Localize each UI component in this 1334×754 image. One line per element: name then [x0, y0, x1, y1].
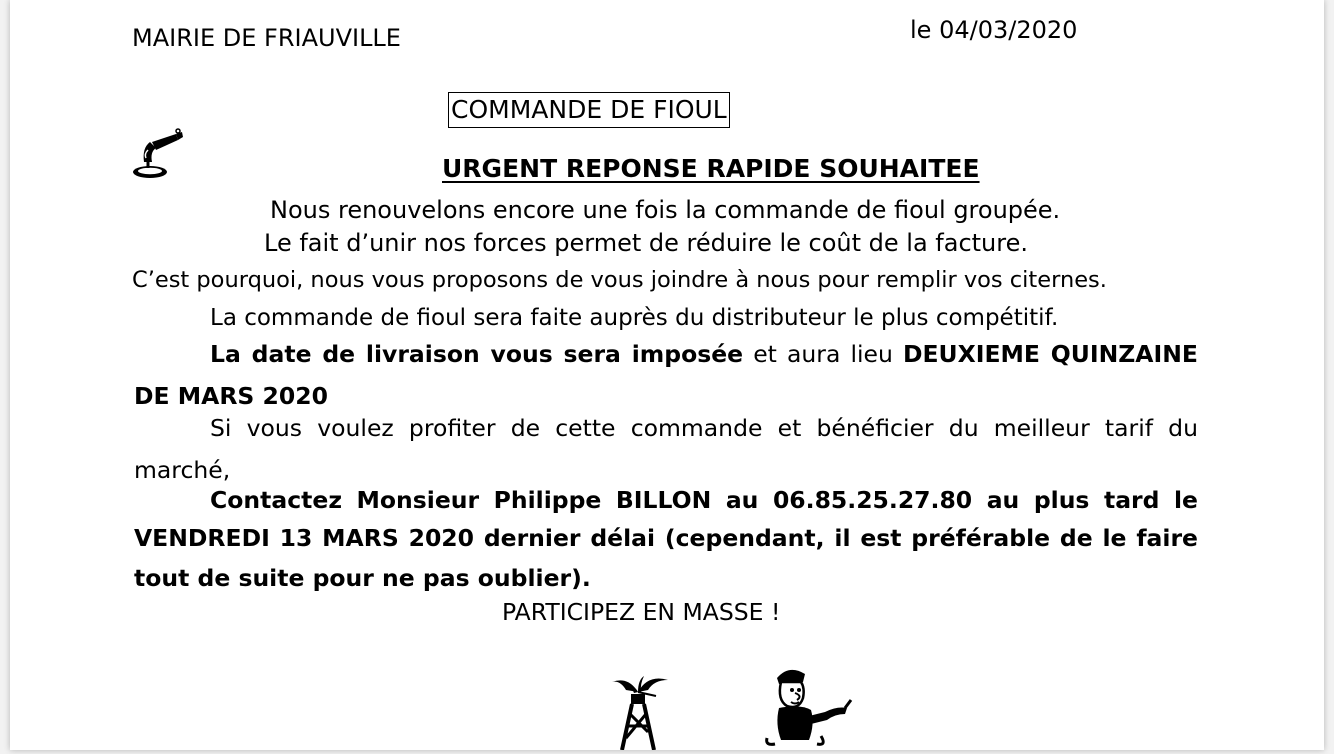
intro-line-4: La commande de fioul sera faite auprès du distributeur le plus compétitif.	[210, 305, 1059, 331]
offer-line-1: Si vous voulez profiter de cette commande et bénéficier du meilleur tarif du	[210, 414, 1198, 442]
delivery-imposed-text: La date de livraison vous sera imposée	[210, 340, 744, 368]
intro-line-1: Nous renouvelons encore une fois la commande de fioul groupée.	[270, 196, 1061, 224]
urgent-headline: URGENT REPONSE RAPIDE SOUHAITEE	[442, 154, 980, 183]
intro-line-2: Le fait d’unir nos forces permet de réduire le coût de la facture.	[264, 229, 1028, 257]
issuer-name: MAIRIE DE FRIAUVILLE	[132, 24, 401, 52]
document-page	[10, 0, 1324, 750]
document-title: COMMANDE DE FIOUL	[448, 92, 730, 128]
delivery-period-text: DEUXIEME QUINZAINE	[902, 340, 1198, 368]
fuel-delivery-man-icon	[755, 660, 855, 750]
document-date: le 04/03/2020	[910, 16, 1078, 44]
contact-line-1: Contactez Monsieur Philippe BILLON au 06.85.25.27.80 au plus tard le	[210, 486, 1198, 514]
intro-line-3: C’est pourquoi, nous vous proposons de vous joindre à nous pour remplir vos citernes.	[132, 267, 1107, 293]
contact-line-2: VENDREDI 13 MARS 2020 dernier délai (cependant, il est préférable de le faire	[134, 524, 1198, 552]
delivery-line-1	[210, 340, 1198, 368]
fuel-nozzle-icon	[128, 128, 188, 184]
closing-call: PARTICIPEZ EN MASSE !	[502, 598, 781, 626]
offer-line-2: marché,	[134, 456, 231, 484]
delivery-connector-text: et aura lieu	[753, 340, 893, 368]
oil-derrick-icon	[598, 670, 678, 750]
delivery-line-2: DE MARS 2020	[134, 382, 328, 410]
contact-line-3: tout de suite pour ne pas oublier).	[134, 564, 591, 592]
